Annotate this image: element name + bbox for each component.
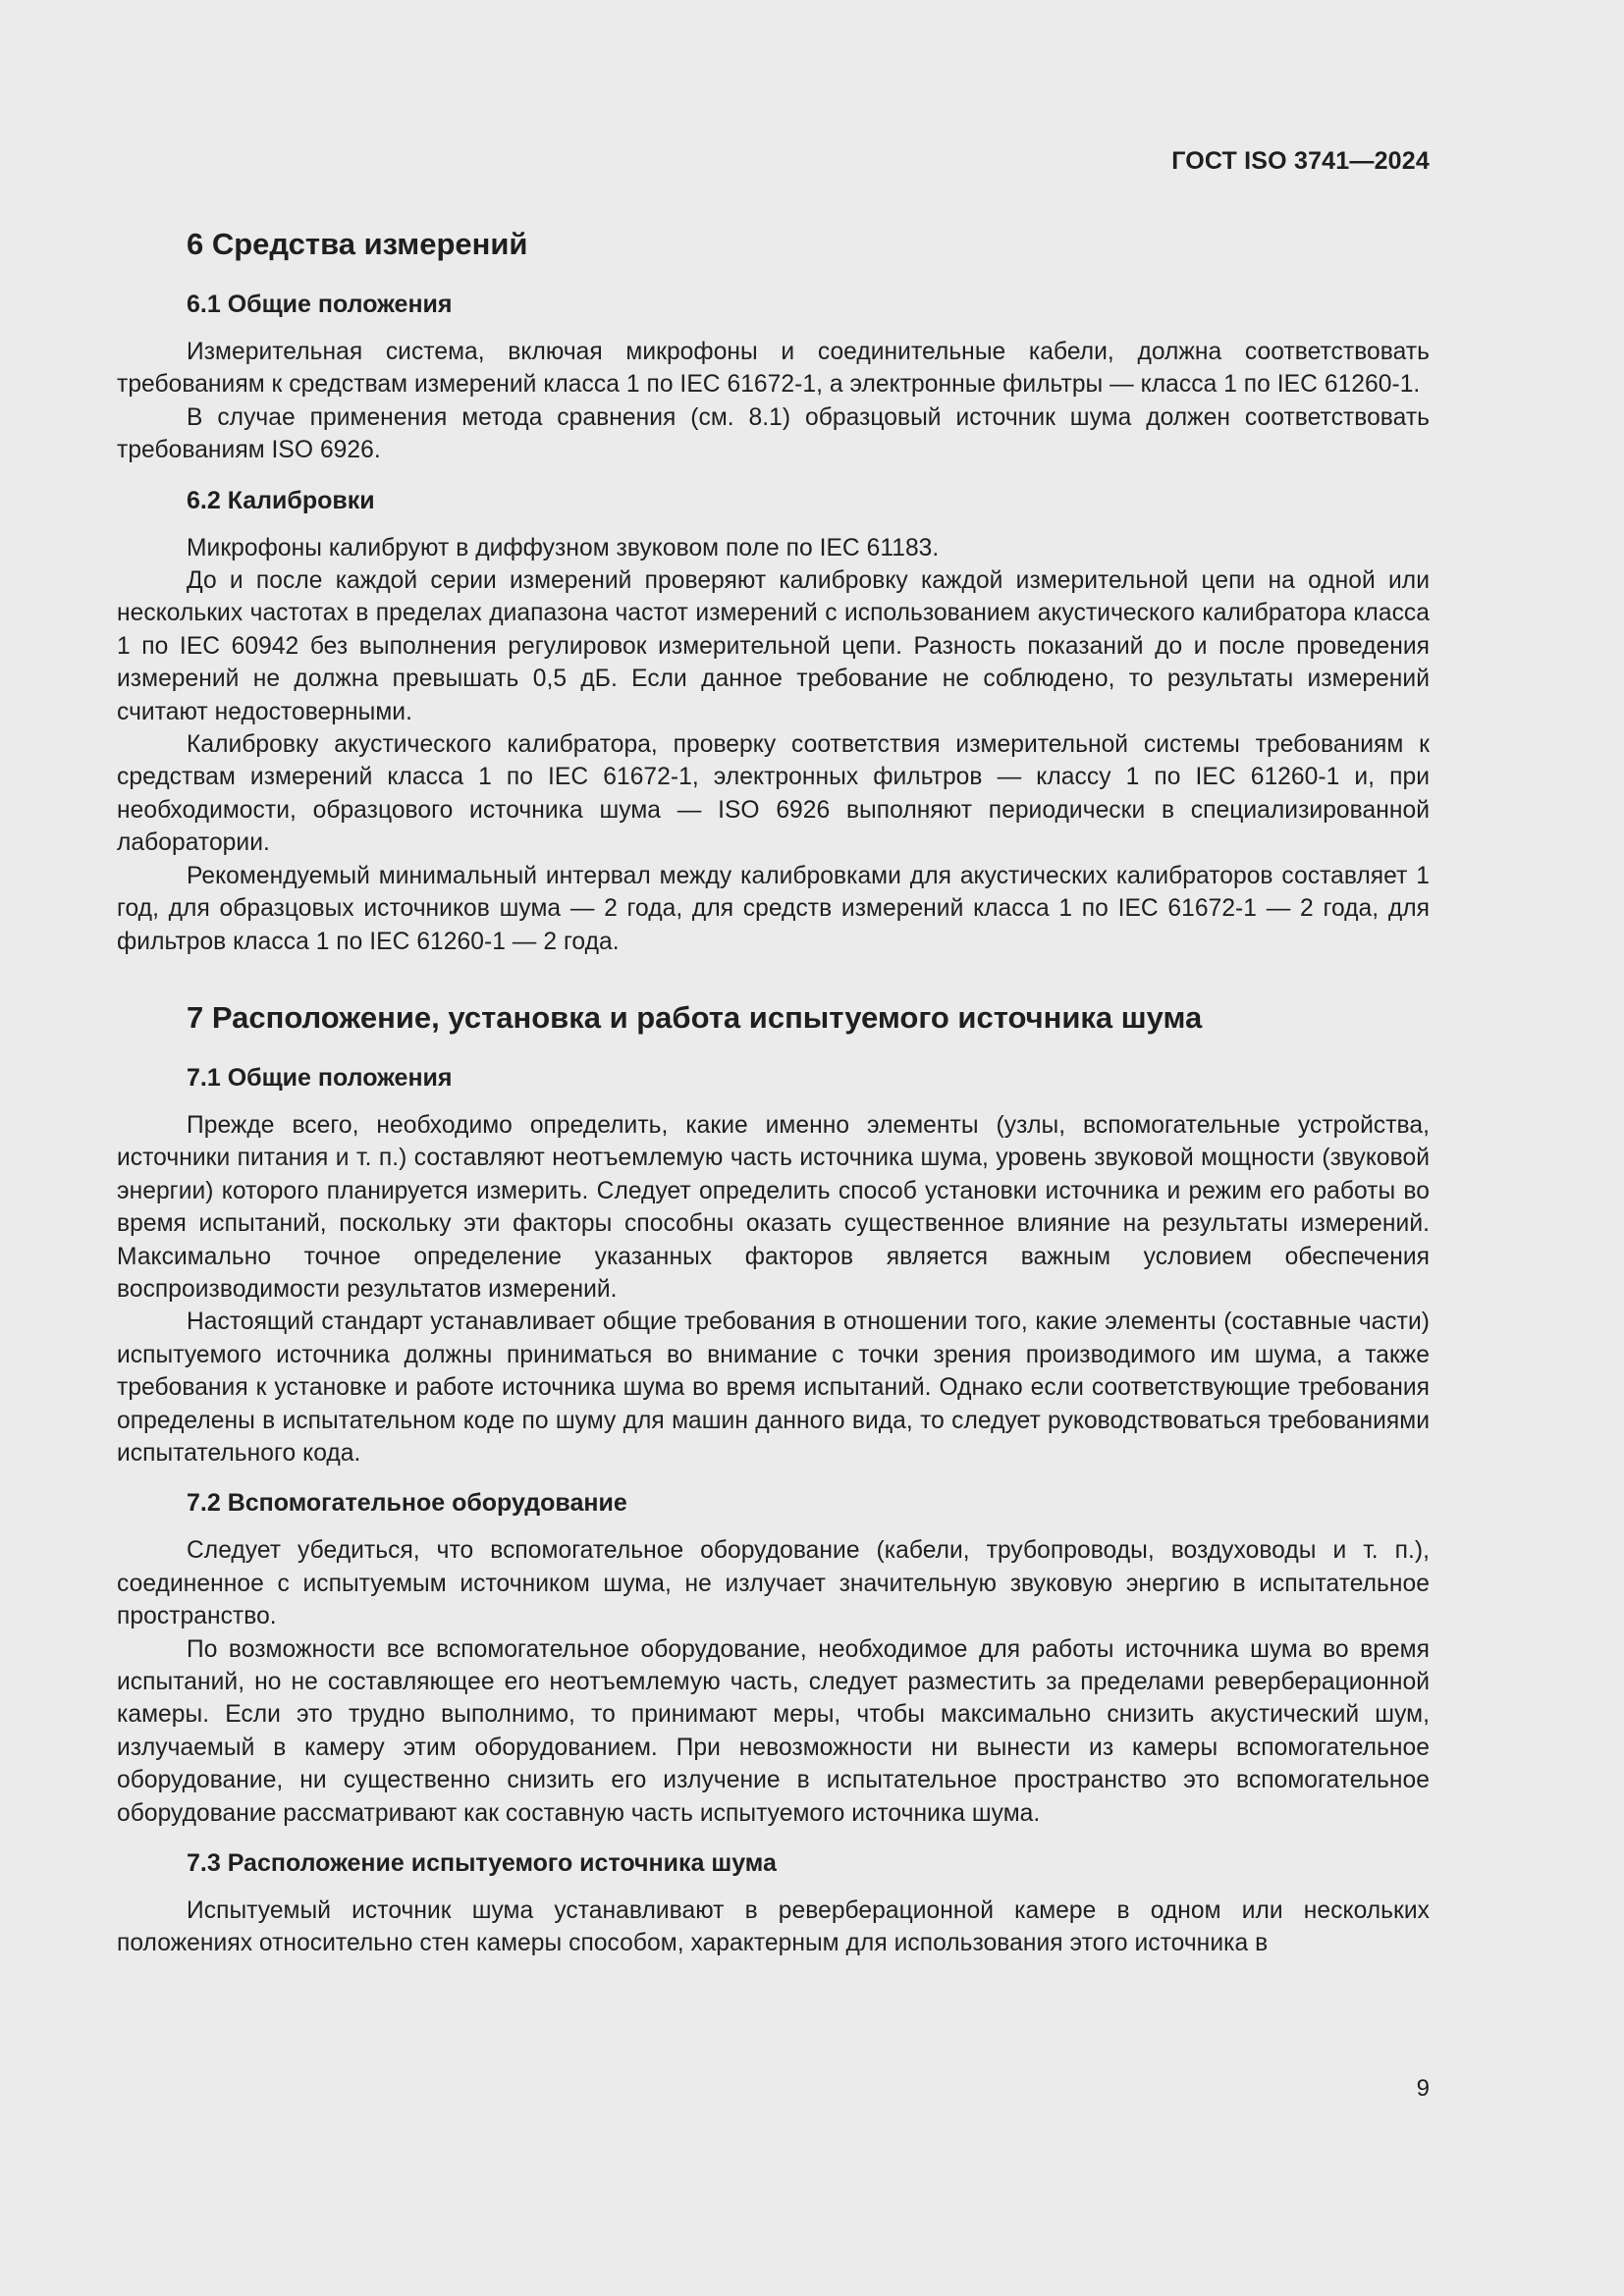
section-6-2-title: 6.2 Калибровки bbox=[187, 486, 375, 514]
paragraph: Микрофоны калибруют в диффузном звуковом поле по IEC 61183. bbox=[187, 534, 940, 561]
paragraph: В случае применения метода сравнения (см. 8.1) образцовый источник шума должен соответствовать требованиям ISO 6926. bbox=[117, 403, 1430, 464]
paragraph: Следует убедиться, что вспомогательное оборудование (кабели, трубопроводы, воздуховоды и т. п.), соединенное с испытуемым источником шума, не излучает значительную звуковую энергию в испытательное пространство. bbox=[117, 1537, 1430, 1630]
paragraph: Настоящий стандарт устанавливает общие требования в отношении того, какие элементы (составные части) испытуемого источника должны приниматься во внимание с точки зрения производимого им шума, а также требования к установке и работе источника шума во время испытаний. Однако если соответствующие требования определены в испытательном коде по шуму для машин данного вида, то следует руководствоваться требованиями испытательного кода. bbox=[117, 1308, 1430, 1467]
section-7-title: 7 Расположение, установка и работа испытуемого источника шума bbox=[187, 999, 1203, 1035]
section-6-title: 6 Средства измерений bbox=[187, 227, 528, 261]
paragraph: До и после каждой серии измерений проверяют калибровку каждой измерительной цепи на одной или нескольких частотах в пределах диапазона частот измерений с использованием акустического калибратора класса 1 по IEC 60942 без выполнения регулировок измерительной цепи. Разность показаний до и после проведения измерений не должна превышать 0,5 дБ. Если данное требование не соблюдено, то результаты измерений считают недостоверными. bbox=[117, 567, 1430, 725]
page-number: 9 bbox=[1416, 2075, 1430, 2102]
page-content bbox=[117, 220, 1430, 1960]
section-7-1-title: 7.1 Общие положения bbox=[187, 1063, 453, 1092]
paragraph: Измерительная система, включая микрофоны и соединительные кабели, должна соответствовать требованиям к средствам измерений класса 1 по IEC 61672-1, а электронные фильтры — класса 1 по IEC 61260-1. bbox=[117, 339, 1430, 399]
section-7-3-title: 7.3 Расположение испытуемого источника шума bbox=[187, 1849, 777, 1878]
paragraph: Рекомендуемый минимальный интервал между калибровками для акустических калибраторов составляет 1 год, для образцовых источников шума — 2 года, для средств измерений класса 1 по IEC 61672-1 — 2 года, для фильтров класса 1 по IEC 61260-1 — 2 года. bbox=[117, 862, 1430, 955]
section-7-2-title: 7.2 Вспомогательное оборудование bbox=[187, 1489, 627, 1518]
paragraph: По возможности все вспомогательное оборудование, необходимое для работы источника шума во время испытаний, но не составляющее его неотъемлемую часть, следует разместить за пределами реверберационной камеры. Если это трудно выполнимо, то принимают меры, чтобы максимально снизить акустический шум, излучаемый в камеру этим оборудованием. При невозможности ни вынести из камеры вспомогательное оборудование, ни существенно снизить его излучение в испытательное пространство это вспомогательное оборудование рассматривают как составную часть испытуемого источника шума. bbox=[117, 1635, 1430, 1827]
paragraph: Калибровку акустического калибратора, проверку соответствия измерительной системы требованиям к средствам измерений класса 1 по IEC 61672-1, электронных фильтров — классу 1 по IEC 61260-1 и, при необходимости, образцового источника шума — ISO 6926 выполняют периодически в специализированной лаборатории. bbox=[117, 731, 1430, 857]
standard-header: ГОСТ ISO 3741—2024 bbox=[1171, 147, 1430, 175]
paragraph: Испытуемый источник шума устанавливают в реверберационной камере в одном или нескольких положениях относительно стен камеры способом, характерным для использования этого источника в bbox=[117, 1897, 1430, 1957]
paragraph: Прежде всего, необходимо определить, какие именно элементы (узлы, вспомогательные устройства, источники питания и т. п.) составляют неотъемлемую часть источника шума, уровень звуковой мощности (звуковой энергии) которого планируется измерить. Следует определить способ установки источника и режим его работы во время испытаний, поскольку эти факторы способны оказать существенное влияние на результаты измерений. Максимально точное определение указанных факторов является важным условием обеспечения воспроизводимости результатов измерений. bbox=[117, 1111, 1430, 1303]
section-6-1-title: 6.1 Общие положения bbox=[187, 291, 453, 318]
